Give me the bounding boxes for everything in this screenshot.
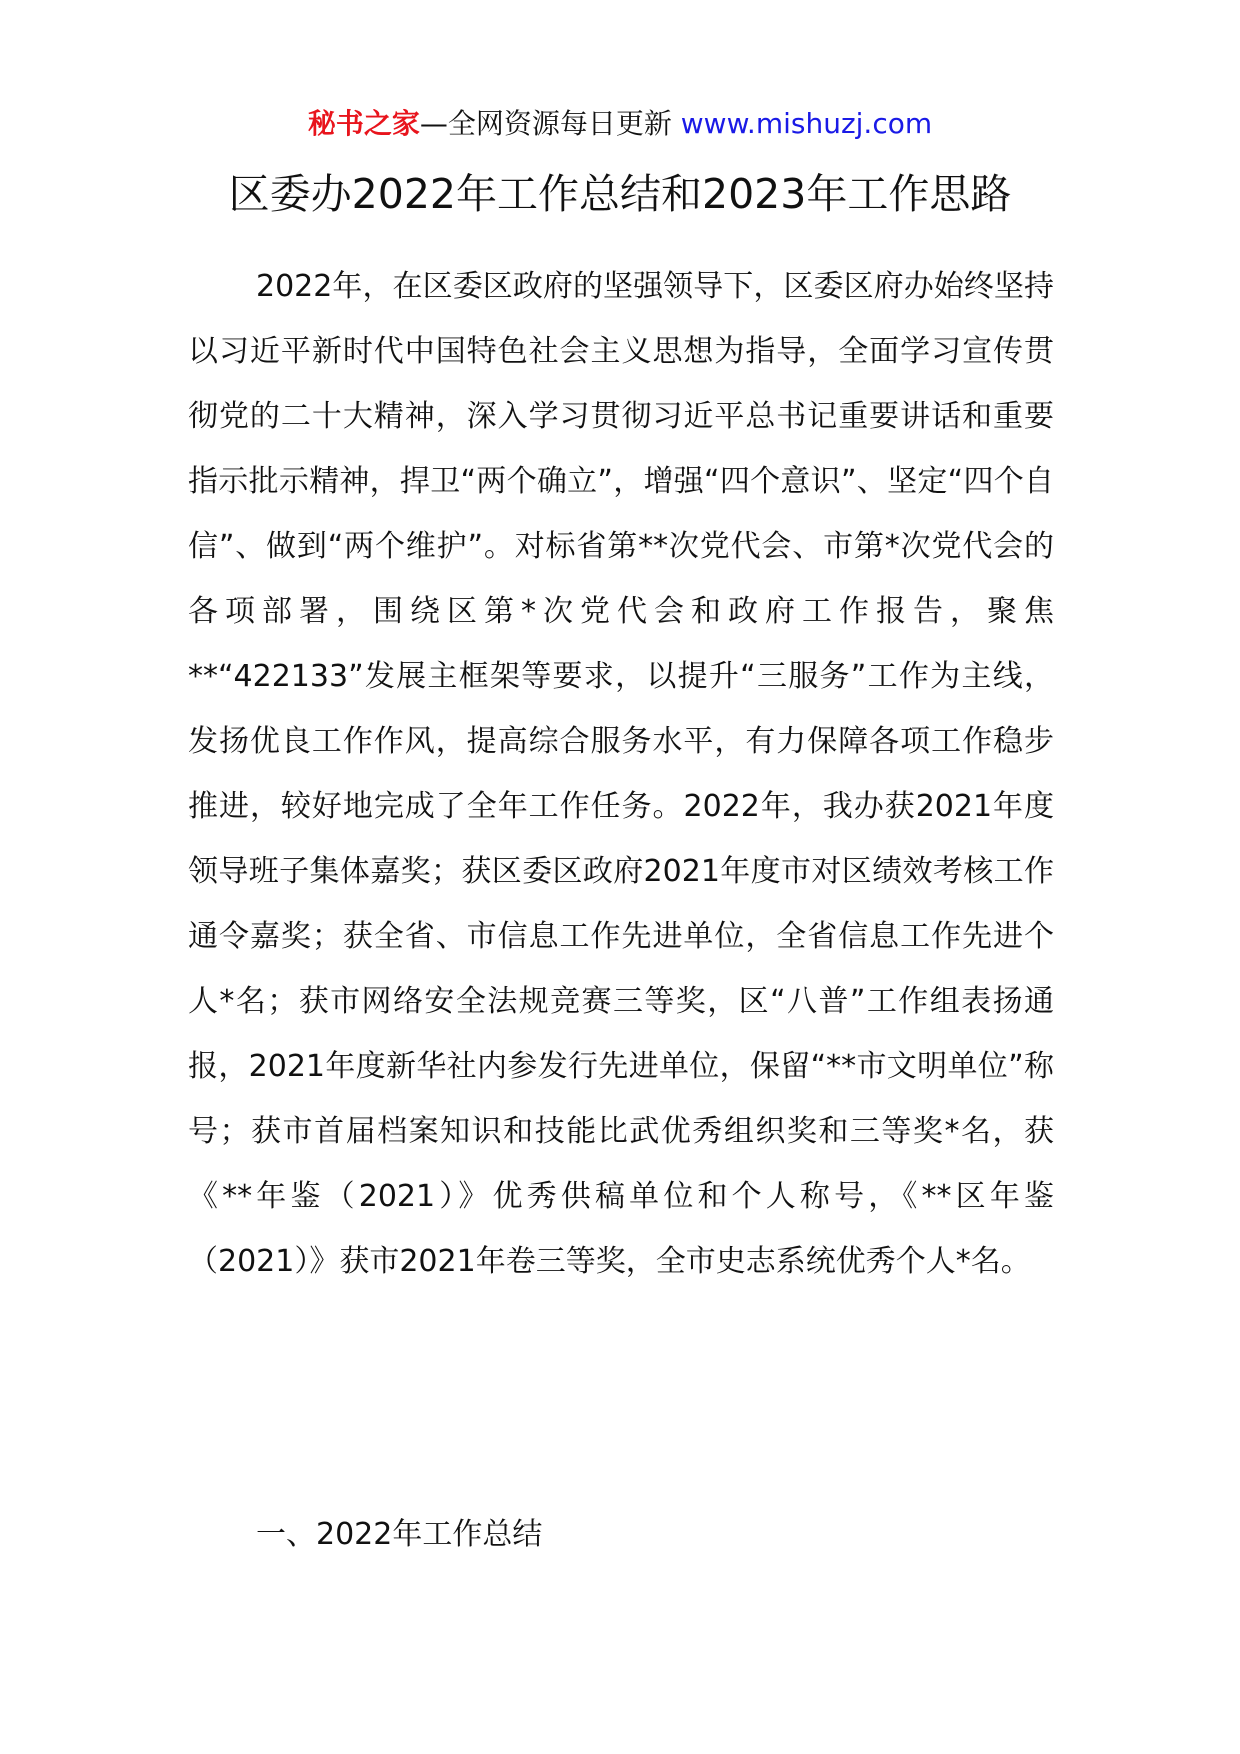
site-header: [0, 104, 1240, 144]
intro-paragraph: 2022年，在区委区政府的坚强领导下，区委区府办始终坚持以习近平新时代中国特色社会主义思想为指导，全面学习宣传贯彻党的二十大精神，深入学习贯彻习近平总书记重要讲话和重要指示批示精神，捍卫“两个确立”，增强“四个意识”、坚定“四个自信”、做到“两个维护”。对标省第**次党代会、市第*次党代会的各项部署，围绕区第*次党代会和政府工作报告，聚焦**“422133”发展主框架等要求，以提升“三服务”工作为主线，发扬优良工作作风，提高综合服务水平，有力保障各项工作稳步推进，较好地完成了全年工作任务。2022年，我办获2021年度领导班子集体嘉奖；获区委区政府2021年度市对区绩效考核工作通令嘉奖；获全省、市信息工作先进单位，全省信息工作先进个人*名；获市网络安全法规竞赛三等奖，区“八普”工作组表扬通报，2021年度新华社内参发行先进单位，保留“**市文明单位”称号；获市首届档案知识和技能比武优秀组织奖和三等奖*名，获《**年鉴（2021）》优秀供稿单位和个人称号，《**区年鉴（2021）》获市2021年卷三等奖，全市史志系统优秀个人*名。: [188, 269, 1054, 1279]
site-url-link[interactable]: www.mishuzj.com: [680, 107, 933, 140]
site-tagline: —全网资源每日更新: [419, 107, 681, 140]
brand-name: 秘书之家: [307, 107, 420, 140]
document-title: 区委办2022年工作总结和2023年工作思路: [228, 170, 1012, 218]
section-heading-1: 一、2022年工作总结: [256, 1517, 543, 1552]
